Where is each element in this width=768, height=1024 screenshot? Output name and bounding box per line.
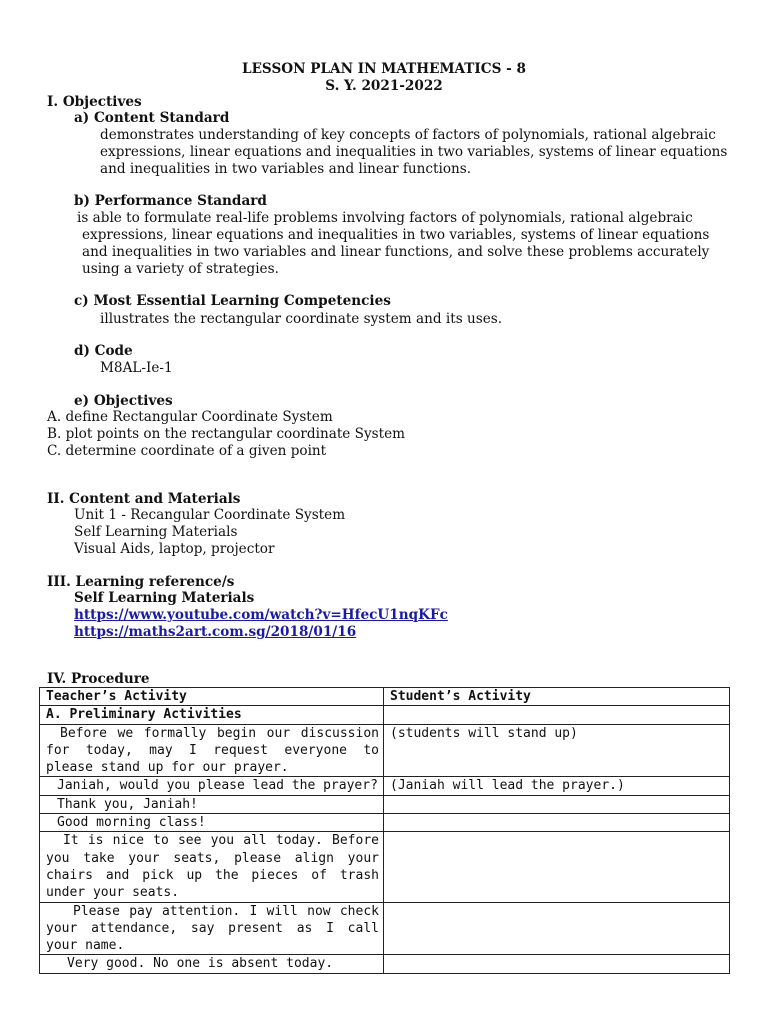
objectives-list-label: e) Objectives <box>74 393 173 409</box>
student-activity-cell: (students will stand up) <box>384 724 730 777</box>
table-row <box>40 777 730 795</box>
melc-label: c) Most Essential Learning Competencies <box>74 293 391 309</box>
content-standard-line-3: and inequalities in two variables and linear functions. <box>100 161 472 177</box>
code-value: M8AL-Ie-1 <box>100 360 173 376</box>
procedure-heading: IV. Procedure <box>47 671 150 687</box>
procedure-header-row <box>40 688 730 706</box>
teacher-activity-cell: Thank you, Janiah! <box>40 795 384 813</box>
references-subheading: Self Learning Materials <box>74 590 255 606</box>
teacher-activity-header: Teacher’s Activity <box>40 688 384 706</box>
content-standard-label: a) Content Standard <box>74 110 230 126</box>
content-material-item-2: Self Learning Materials <box>74 524 238 540</box>
preliminary-activities-label: A. Preliminary Activities <box>40 706 384 724</box>
objective-item-b: B. plot points on the rectangular coordinate System <box>47 426 406 442</box>
student-activity-cell <box>384 814 730 832</box>
performance-standard-line-4: using a variety of strategies. <box>82 261 279 277</box>
teacher-activity-cell: It is nice to see you all today. Before you take your seats, please align your chairs and pick up the pieces of trash under your seats. <box>40 832 384 902</box>
table-row <box>40 795 730 813</box>
performance-standard-line-2: expressions, linear equations and inequalities in two variables, systems of linear equations <box>82 227 710 243</box>
content-materials-heading: II. Content and Materials <box>47 491 241 507</box>
content-material-item-1: Unit 1 - Recangular Coordinate System <box>74 507 346 523</box>
procedure-table <box>39 687 730 974</box>
student-activity-header: Student’s Activity <box>384 688 730 706</box>
objectives-heading: I. Objectives <box>47 94 142 110</box>
objective-item-a: A. define Rectangular Coordinate System <box>47 409 333 425</box>
table-row <box>40 955 730 973</box>
performance-standard-line-1: is able to formulate real-life problems involving factors of polynomials, rational algebraic <box>77 210 693 226</box>
teacher-activity-cell: Janiah, would you please lead the prayer? <box>40 777 384 795</box>
procedure-section-row <box>40 706 730 724</box>
teacher-activity-cell: Please pay attention. I will now check your attendance, say present as I call your name. <box>40 902 384 955</box>
teacher-activity-cell: Very good. No one is absent today. <box>40 955 384 973</box>
content-material-item-3: Visual Aids, laptop, projector <box>74 541 275 557</box>
content-standard-line-2: expressions, linear equations and inequalities in two variables, systems of linear equations <box>100 144 728 160</box>
student-activity-cell <box>384 832 730 902</box>
performance-standard-line-3: and inequalities in two variables and linear functions, and solve these problems accurately <box>82 244 710 260</box>
teacher-activity-cell: Before we formally begin our discussion for today, may I request everyone to please stand up for our prayer. <box>40 724 384 777</box>
table-row <box>40 724 730 777</box>
melc-text: illustrates the rectangular coordinate system and its uses. <box>100 311 503 327</box>
student-activity-cell <box>384 955 730 973</box>
performance-standard-label: b) Performance Standard <box>74 193 267 209</box>
table-row <box>40 902 730 955</box>
code-label: d) Code <box>74 343 133 359</box>
empty-cell <box>384 706 730 724</box>
table-row <box>40 832 730 902</box>
table-row <box>40 814 730 832</box>
student-activity-cell <box>384 902 730 955</box>
teacher-activity-cell: Good morning class! <box>40 814 384 832</box>
student-activity-cell: (Janiah will lead the prayer.) <box>384 777 730 795</box>
objective-item-c: C. determine coordinate of a given point <box>47 443 327 459</box>
references-heading: III. Learning reference/s <box>47 574 235 590</box>
document-title: LESSON PLAN IN MATHEMATICS - 8 <box>242 61 526 77</box>
content-standard-line-1: demonstrates understanding of key concepts of factors of polynomials, rational algebraic <box>100 127 716 143</box>
reference-link-maths2art[interactable]: https://maths2art.com.sg/2018/01/16 <box>74 624 357 640</box>
reference-link-youtube[interactable]: https://www.youtube.com/watch?v=HfecU1nqKFc <box>74 607 448 623</box>
student-activity-cell <box>384 795 730 813</box>
school-year: S. Y. 2021-2022 <box>325 78 443 94</box>
